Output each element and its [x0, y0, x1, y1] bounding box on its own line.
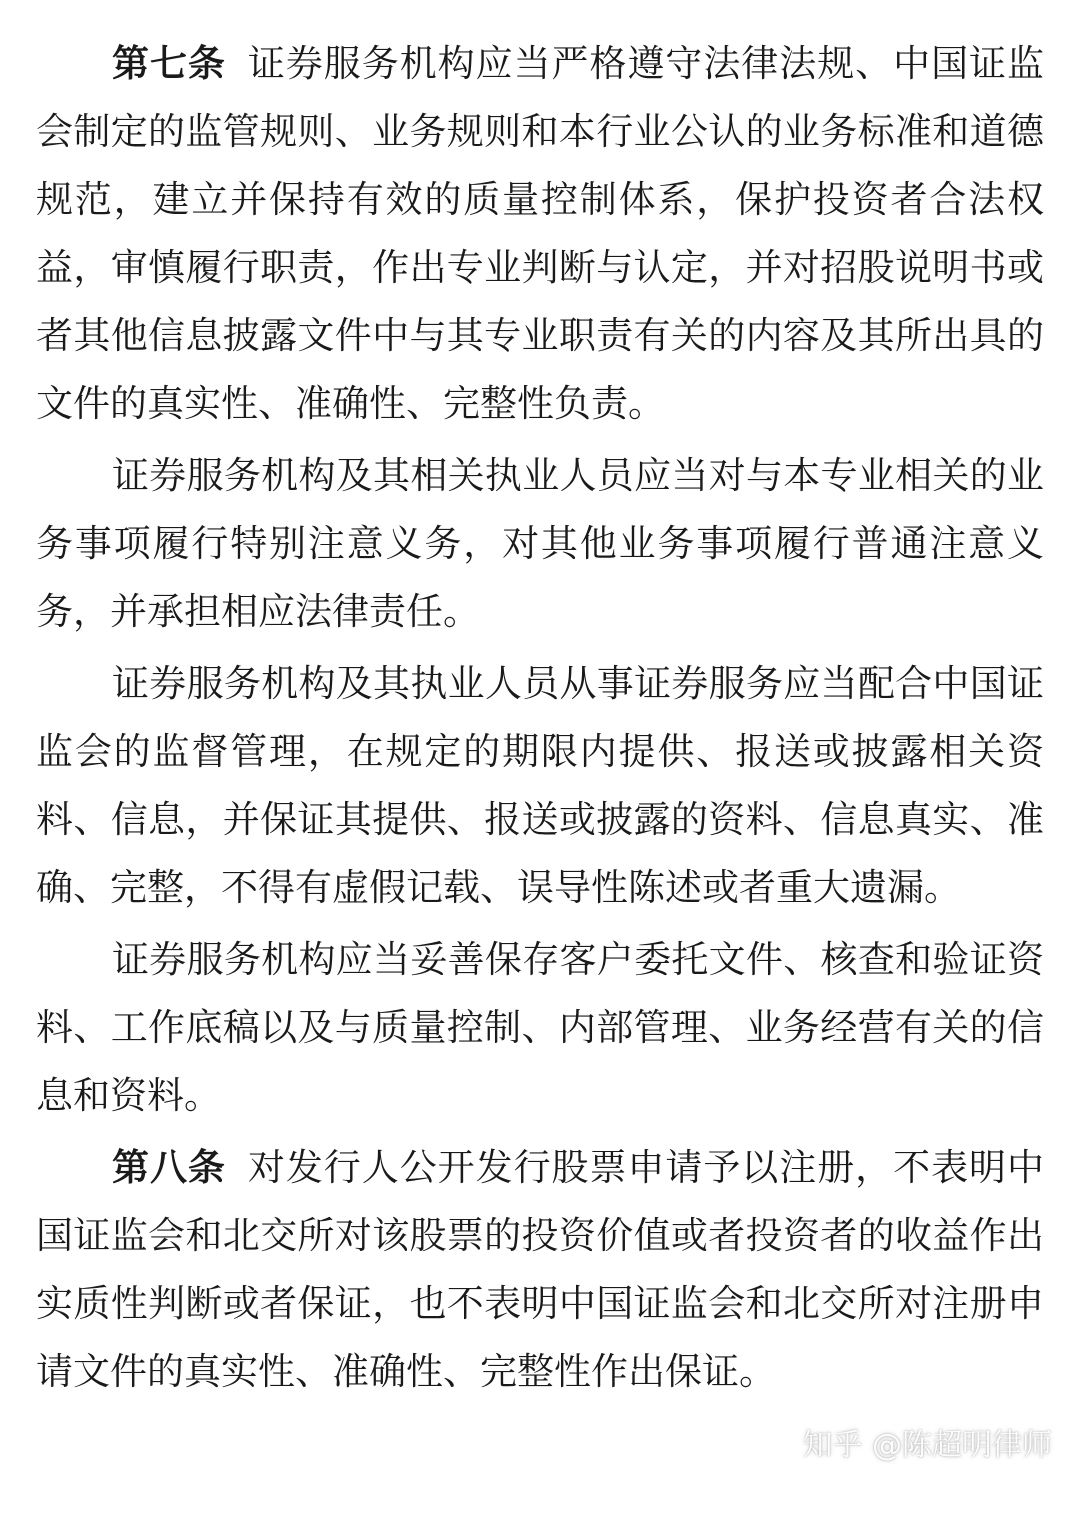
- zhihu-watermark: 知乎 @陈超明律师: [802, 1428, 1052, 1463]
- article-7-paragraph-3: 证券服务机构及其执业人员从事证券服务应当配合中国证监会的监督管理，在规定的期限内提供、报送或披露相关资料、信息，并保证其提供、报送或披露的资料、信息真实、准确、完整，不得有虚假记载、误导性陈述或者重大遗漏。: [36, 662, 1044, 909]
- document-body: [36, 30, 1044, 1410]
- article-7-paragraph-2: 证券服务机构及其相关执业人员应当对与本专业相关的业务事项履行特别注意义务，对其他业务事项履行普通注意义务，并承担相应法律责任。: [36, 454, 1044, 633]
- article-8-paragraph-1: [36, 1134, 1044, 1406]
- article-8-heading: 第八条: [112, 1146, 226, 1189]
- article-8-text-1: 对发行人公开发行股票申请予以注册，不表明中国证监会和北交所对该股票的投资价值或者投资者的收益作出实质性判断或者保证，也不表明中国证监会和北交所对注册申请文件的真实性、准确性、完整性作出保证。: [36, 1146, 1045, 1393]
- article-7-paragraph-4: 证券服务机构应当妥善保存客户委托文件、核查和验证资料、工作底稿以及与质量控制、内部管理、业务经营有关的信息和资料。: [36, 938, 1044, 1117]
- article-7-heading: 第七条: [112, 42, 226, 85]
- article-7-text-1: 证券服务机构应当严格遵守法律法规、中国证监会制定的监管规则、业务规则和本行业公认的业务标准和道德规范，建立并保持有效的质量控制体系，保护投资者合法权益，审慎履行职责，作出专业判断与认定，并对招股说明书或者其他信息披露文件中与其专业职责有关的内容及其所出具的文件的真实性、准确性、完整性负责。: [36, 42, 1045, 425]
- article-7-paragraph-1: [36, 30, 1044, 438]
